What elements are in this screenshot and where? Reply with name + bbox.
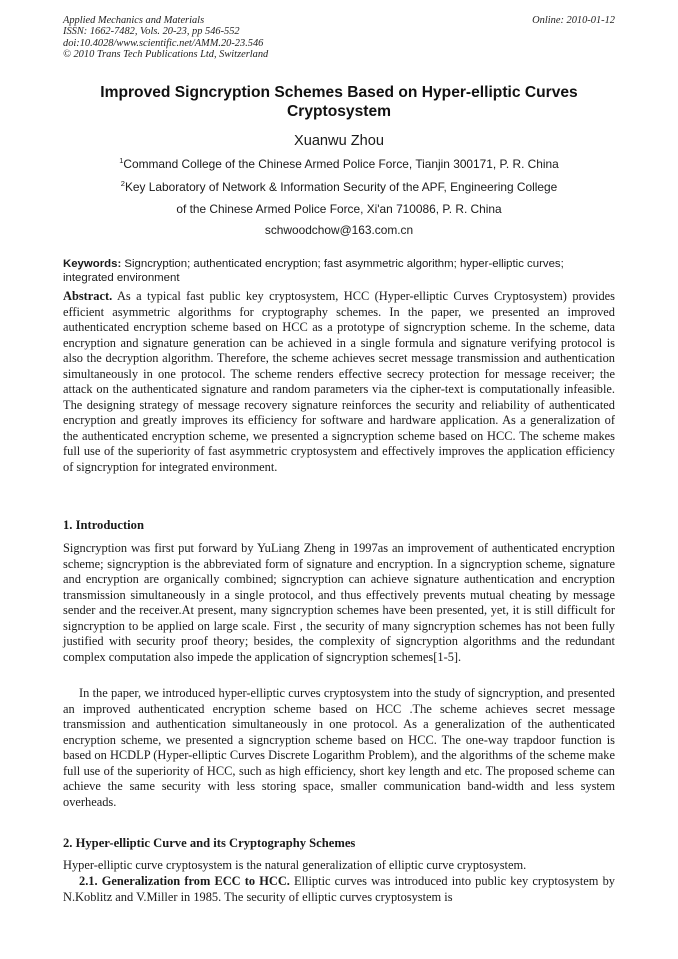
section-2-heading: 2. Hyper-elliptic Curve and its Cryptography Schemes bbox=[63, 836, 356, 850]
affiliation-1-marker: 1 bbox=[119, 156, 124, 165]
affiliation-2-marker: 2 bbox=[120, 179, 125, 188]
keywords bbox=[63, 258, 615, 285]
affiliation-2-text: Key Laboratory of Network & Information Security of the APF, Engineering College bbox=[124, 180, 558, 194]
subsection-2-1 bbox=[63, 874, 615, 905]
abstract bbox=[63, 289, 615, 475]
issn-line: ISSN: 1662-7482, Vols. 20-23, pp 546-552 bbox=[63, 26, 240, 38]
doi-line: doi:10.4028/www.scientific.net/AMM.20-23.546 bbox=[63, 37, 264, 49]
affiliation-2-continued: of the Chinese Armed Police Force, Xi'an 710086, P. R. China bbox=[176, 202, 502, 216]
journal-name: Applied Mechanics and Materials bbox=[63, 15, 205, 26]
section-1-paragraph-1: Signcryption was first put forward by YuLiang Zheng in 1997as an improvement of authenticated encryption scheme; signcryption is the abbreviated form of signature and encryption. In a signcryption scheme, signature and encryption are organically combined; signcryption can achieve signature authentication and encryption transmission simultaneously in a single protocol, and thus effectively prevents mutual cheating by message sender and the receiver.At present, many signcryption schemes have been presented, yet, it is still difficult for signcryption to be applied on large scale. First , the security of many signcryption schemes has not been fully justified with security proof theory; besides, the complexity of signcryption algorithms and the redundant complex computation also impede the application of signcryption schemes[1-5]. bbox=[63, 541, 615, 664]
abstract-text: As a typical fast public key cryptosystem, HCC (Hyper-elliptic Curves Cryptosystem) provides efficient asymmetric algorithms for cryptography schemes. In the paper, we presented an improved authenticated encryption scheme based on HCC as a prototype of signcryption scheme. In the scheme, data encryption and signature generation can be achieved in a single formula and signature verifying protocol is also the decryption algorithm. Therefore, the scheme achieves secret message transmission and authentication simultaneously in one protocol. The scheme renders effective secrecy protection for message receiver; the attack on the authenticated signature and random parameters via the cipher-text is computationally infeasible. The designing strategy of message recovery signature reinforces the security and reliability of authenticated encryption and greatly improves its efficiency for software and hardware application. As a generalization of the authenticated encryption scheme, we presented a signcryption scheme based on HCC. The scheme makes full use of the superiority of fast asymmetric cryptosystem and effectively improves the application efficiency of signcryption for integrated environment. bbox=[63, 289, 615, 474]
section-1-heading: 1. Introduction bbox=[63, 518, 144, 532]
subsection-2-1-text: Elliptic curves was introduced into public key cryptosystem by N.Koblitz and V.Miller in 1985. The security of elliptic curves cryptosystem is bbox=[63, 874, 615, 904]
journal-header bbox=[63, 15, 268, 61]
section-1-paragraph-2: In the paper, we introduced hyper-elliptic curves cryptosystem into the study of signcryption, and presented an improved authenticated encryption scheme based on HCC .The scheme achieves secret message transmission and authentication simultaneously in one protocol. As a generalization of the authenticated encryption scheme, we presented a signcryption scheme based on HCC. The one-way trapdoor function is based on HCDLP (Hyper-elliptic Curves Discrete Logarithm Problem), and the algorithms of the scheme make full use of the superiority of HCC, such as high efficiency, short key length and etc. The proposed scheme can achieve the same security with less storing space, smaller communication band-width and less system overheads. bbox=[63, 686, 615, 809]
section-2-paragraph-1: Hyper-elliptic curve cryptosystem is the natural generalization of elliptic curve cryptosystem. bbox=[63, 858, 527, 872]
abstract-label: Abstract. bbox=[63, 289, 113, 303]
author-email: schwoodchow@163.com.cn bbox=[264, 223, 414, 237]
author-name: Xuanwu Zhou bbox=[293, 133, 385, 149]
keywords-label: Keywords: bbox=[63, 258, 122, 270]
paper-title: Improved Signcryption Schemes Based on Hyper-elliptic Curves Cryptosystem bbox=[100, 84, 578, 120]
online-date: Online: 2010-01-12 bbox=[532, 15, 615, 26]
affiliation-2 bbox=[63, 180, 615, 194]
subsection-2-1-label: 2.1. Generalization from ECC to HCC. bbox=[79, 874, 290, 888]
affiliation-1 bbox=[63, 157, 615, 171]
keywords-text: Signcryption; authenticated encryption; fast asymmetric algorithm; hyper-elliptic curves; integrated environment bbox=[63, 258, 564, 284]
copyright-line: © 2010 Trans Tech Publications Ltd, Switzerland bbox=[63, 49, 269, 61]
affiliation-1-text: Command College of the Chinese Armed Police Force, Tianjin 300171, P. R. China bbox=[123, 157, 559, 171]
